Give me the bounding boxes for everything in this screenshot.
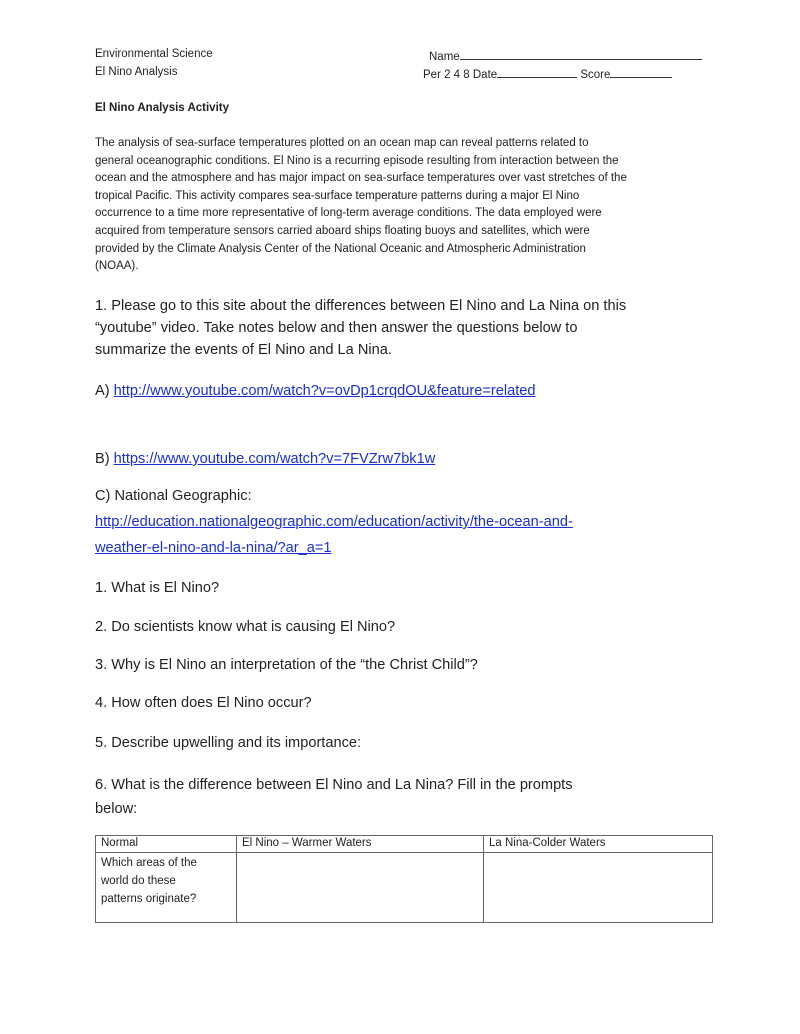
question: 4. How often does El Nino occur? [95, 695, 312, 711]
question: 3. Why is El Nino an interpretation of the “the Christ Child”? [95, 657, 478, 673]
intro-line: tropical Pacific. This activity compares sea-surface temperature patterns during a major El Nino [95, 189, 580, 202]
link-b [95, 451, 435, 467]
q1-line: “youtube” video. Take notes below and then answer the questions below to [95, 320, 578, 336]
q1-line: summarize the events of El Nino and La Nina. [95, 342, 392, 358]
activity-title: El Nino Analysis Activity [95, 102, 229, 114]
question-6 [95, 773, 573, 821]
row-prompt [96, 853, 237, 923]
question: 5. Describe upwelling and its importance: [95, 735, 362, 751]
header-el-nino: El Nino – Warmer Waters [237, 836, 484, 853]
intro-line: occurrence to a time more representative of long-term average conditions. The data employed were [95, 207, 602, 220]
intro-paragraph [95, 135, 627, 276]
name-field [429, 48, 702, 63]
natgeo-link-line-1[interactable]: http://education.nationalgeographic.com/education/activity/the-ocean-and- [95, 514, 573, 530]
intro-line: (NOAA). [95, 260, 139, 273]
score-label: Score [580, 69, 611, 81]
header-normal: Normal [96, 836, 237, 853]
prompt-line: patterns originate? [101, 893, 197, 905]
youtube-link-b[interactable]: https://www.youtube.com/watch?v=7FVZrw7bk1w [113, 451, 436, 467]
prompt-line: Which areas of the [101, 857, 197, 869]
period-date-score [423, 66, 672, 81]
question: 2. Do scientists know what is causing El Nino? [95, 619, 396, 635]
intro-line: acquired from temperature sensors carried aboard ships floating buoys and satellites, which were [95, 224, 590, 237]
q6-line: below: [95, 801, 138, 817]
date-blank [497, 66, 577, 78]
unit-name: El Nino Analysis [95, 66, 178, 78]
natgeo-link-line-2[interactable]: weather-el-nino-and-la-nina/?ar_a=1 [95, 540, 332, 556]
link-c-label: C) National Geographic: [95, 488, 252, 504]
comparison-table [95, 835, 713, 923]
period-date-label: Per 2 4 8 Date [423, 69, 498, 81]
name-blank [460, 48, 702, 60]
el-nino-answer-cell[interactable] [237, 853, 484, 923]
link-a-label: A) [95, 383, 114, 399]
intro-line: general oceanographic conditions. El Nino is a recurring episode resulting from interaction between the [95, 154, 619, 167]
link-a [95, 383, 535, 399]
prompt-line: world do these [101, 875, 176, 887]
q1-line: 1. Please go to this site about the differences between El Nino and La Nina on this [95, 298, 627, 314]
name-label: Name [429, 51, 460, 63]
link-b-label: B) [95, 451, 114, 467]
intro-line: provided by the Climate Analysis Center of the National Oceanic and Atmospheric Administration [95, 242, 586, 255]
header-la-nina: La Nina-Colder Waters [484, 836, 713, 853]
score-blank [610, 66, 672, 78]
youtube-link-a[interactable]: http://www.youtube.com/watch?v=ovDp1crqdOU&feature=related [113, 383, 536, 399]
course-name: Environmental Science [95, 48, 213, 60]
question: 1. What is El Nino? [95, 580, 220, 596]
q6-line: 6. What is the difference between El Nino and La Nina? Fill in the prompts [95, 777, 573, 793]
question-1-instructions [95, 295, 626, 361]
intro-line: ocean and the atmosphere and has major impact on sea-surface temperatures over vast stretches of the [95, 172, 627, 185]
la-nina-answer-cell[interactable] [484, 853, 713, 923]
intro-line: The analysis of sea-surface temperatures plotted on an ocean map can reveal patterns related to [95, 137, 589, 149]
